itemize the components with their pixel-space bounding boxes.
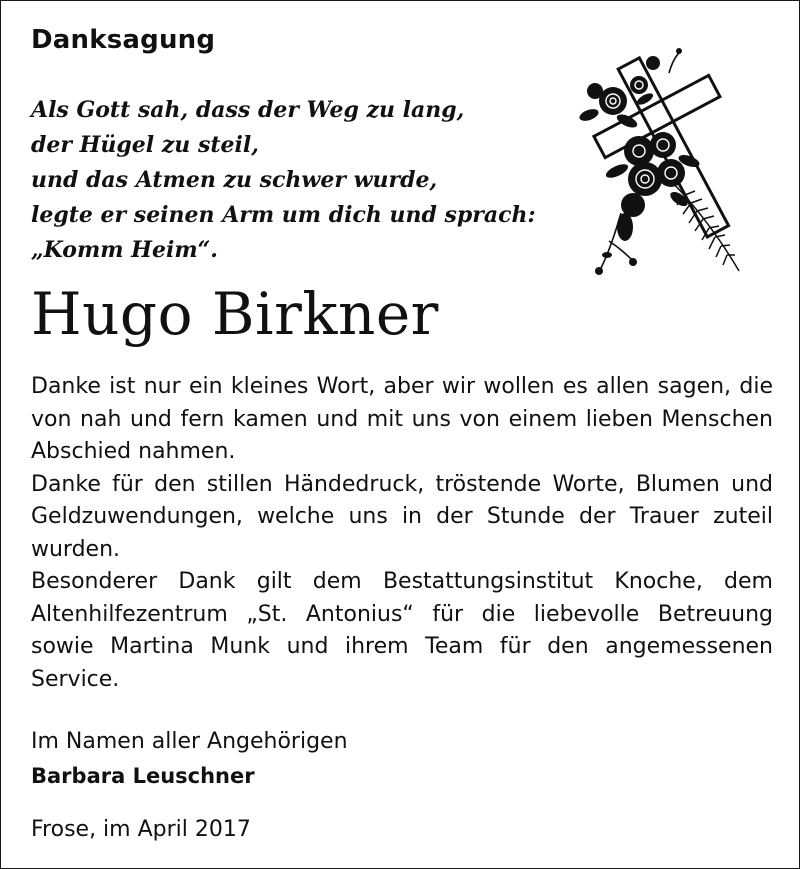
signature-intro: Im Namen aller Angehörigen [31, 729, 348, 754]
poem-line: der Hügel zu steil, [31, 132, 259, 158]
poem-verse [31, 93, 591, 268]
notice-heading: Danksagung [31, 25, 216, 55]
thanks-text [31, 371, 773, 696]
poem-line: und das Atmen zu schwer wurde, [31, 167, 438, 193]
poem-line: legte er seinen Arm um dich und sprach: [31, 202, 536, 228]
poem-line: Als Gott sah, dass der Weg zu lang, [31, 97, 465, 123]
place-date: Frose, im April 2017 [31, 817, 251, 842]
cross-with-roses-icon [561, 33, 761, 293]
signature-name: Barbara Leuschner [31, 764, 255, 788]
deceased-name: Hugo Birkner [31, 280, 439, 348]
poem-line: „Komm Heim“. [31, 237, 218, 263]
thanks-paragraph: Danke ist nur ein kleines Wort, aber wir wollen es allen sagen, die von nah und fern kamen und mit uns von einem lieben Menschen Abschied nahmen. [31, 374, 773, 464]
thanks-paragraph: Besonderer Dank gilt dem Bestattungsinstitut Knoche, dem Altenhilfezentrum „St. Antonius“ für die liebevolle Betreuung sowie Martina Munk und ihrem Team für den angemessenen Service. [31, 569, 773, 692]
thanks-paragraph: Danke für den stillen Händedruck, tröstende Worte, Blumen und Geldzuwendungen, welche uns in der Stunde der Trauer zuteil wurden. [31, 471, 773, 562]
